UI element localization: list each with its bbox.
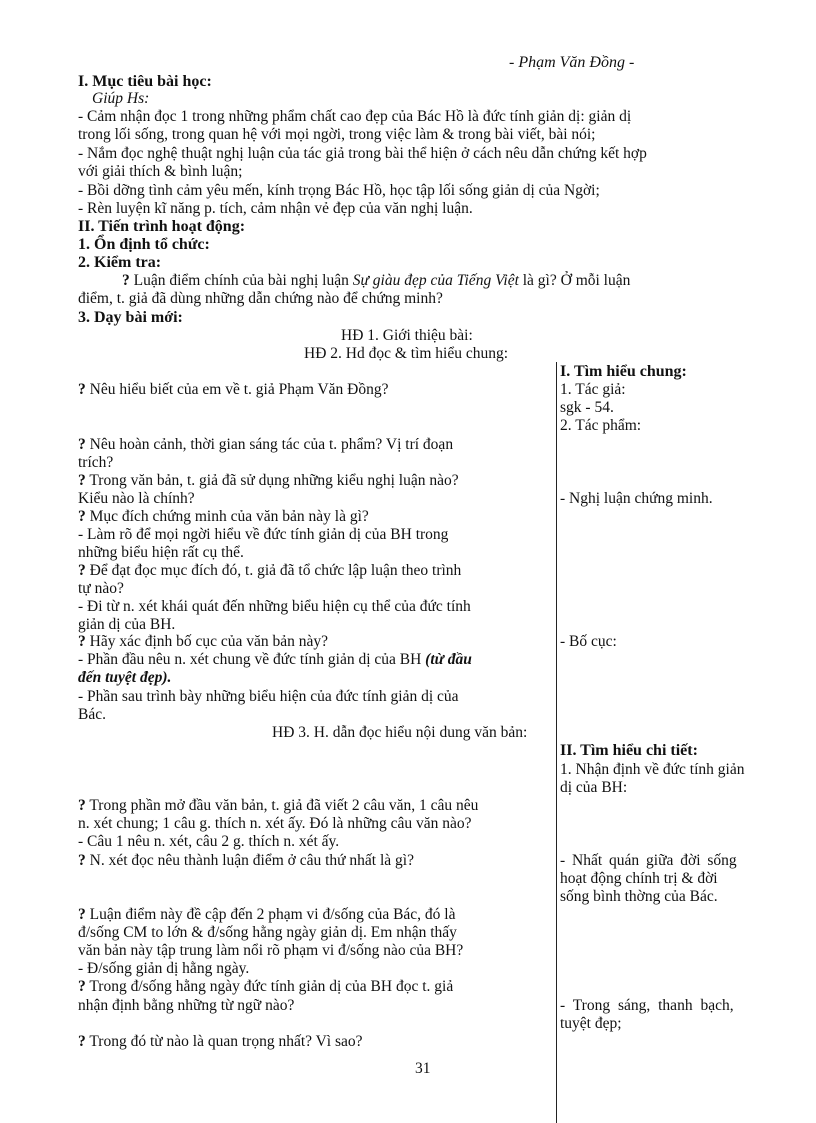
right-detail-1: dị của BH: [560, 779, 628, 796]
question-mark: ? [78, 381, 86, 398]
right-detail-2: - Nhất quán giữa đời sống [560, 852, 737, 869]
question-cont: Kiểu nào là chính? [78, 490, 195, 507]
right-detail-3: - Trong sáng, thanh bạch, [560, 997, 734, 1014]
right-detail-2: sống bình thờng của Bác. [560, 888, 718, 905]
step-3-heading: 3. Dạy bài mới: [78, 309, 183, 326]
objective-line: trong lối sống, trong quan hệ với mọi ngời, trong việc làm & trong bài viết, bài nói; [78, 126, 596, 143]
question: ? Hãy xác định bố cục của văn bản này? [78, 633, 329, 650]
question-mark: ? [78, 797, 86, 814]
question: ? Trong văn bản, t. giả đã sử dụng những kiểu nghị luận nào? [78, 472, 459, 489]
question-mark: ? [78, 633, 86, 650]
author-credit: - Phạm Văn Đồng - [509, 54, 635, 71]
answer: giản dị của BH. [78, 616, 176, 633]
objective-line: với giải thích & bình luận; [78, 163, 243, 180]
right-detail-1: 1. Nhận định về đức tính giản [560, 761, 745, 778]
question-mark: ? [78, 852, 86, 869]
question: ? Để đạt đọc mục đích đó, t. giả đã tổ chức lập luận theo trình [78, 562, 462, 579]
answer: - Phần sau trình bày những biểu hiện của đức tính giản dị của [78, 688, 459, 705]
right-argument-type: - Nghị luận chứng minh. [560, 490, 713, 507]
answer: - Đi từ n. xét khái quát đến những biểu hiện cụ thể của đức tính [78, 598, 471, 615]
hd2-heading: HĐ 2. Hd đọc & tìm hiểu chung: [304, 345, 509, 362]
hd3-heading: HĐ 3. H. dẫn đọc hiểu nội dung văn bản: [272, 724, 528, 741]
right-detail-3: tuyệt đẹp; [560, 1015, 622, 1032]
question-cont: trích? [78, 454, 114, 471]
question-mark: ? [78, 562, 86, 579]
right-work: 2. Tác phẩm: [560, 417, 642, 434]
right-sgk: sgk - 54. [560, 399, 614, 416]
section-2-heading: II. Tiến trình hoạt động: [78, 218, 246, 235]
answer: - Đ/sống giản dị hằng ngày. [78, 960, 250, 977]
question-mark: ? [78, 508, 86, 525]
objective-line: - Bồi dỡng tình cảm yêu mến, kính trọng Bác Hồ, học tập lối sống giản dị của Ngời; [78, 182, 600, 199]
question-mark: ? [78, 436, 86, 453]
page-number: 31 [415, 1060, 431, 1077]
answer: đến tuyệt đẹp). [78, 669, 172, 686]
column-divider [556, 362, 557, 1123]
question-mark: ? [78, 906, 86, 923]
question-mark: ? [78, 1033, 86, 1050]
question: ? Trong đ/sống hằng ngày đức tính giản dị của BH đọc t. giả [78, 978, 454, 995]
check-question-line-2: điểm, t. giả đã dùng những dẫn chứng nào để chứng minh? [78, 290, 443, 307]
answer: - Làm rõ để mọi ngời hiểu về đức tính giản dị của BH trong [78, 526, 449, 543]
section-1-heading: I. Mục tiêu bài học: [78, 73, 212, 90]
question-cont: nhận định bằng những từ ngữ nào? [78, 997, 295, 1014]
check-question-title: Sự giàu đẹp của Tiếng Việt [352, 272, 519, 289]
question: ? Trong phần mở đầu văn bản, t. giả đã viết 2 câu văn, 1 câu nêu [78, 797, 479, 814]
right-structure: - Bố cục: [560, 633, 617, 650]
question-mark: ? [122, 272, 134, 289]
question-cont: n. xét chung; 1 câu g. thích n. xét ấy. Đó là những câu văn nào? [78, 815, 472, 832]
question: ? Trong đó từ nào là quan trọng nhất? Vì sao? [78, 1033, 363, 1050]
answer: những biểu hiện rất cụ thể. [78, 544, 244, 561]
check-question-text-a: Luận điểm chính của bài nghị luận [133, 272, 353, 289]
right-heading-general: I. Tìm hiểu chung: [560, 363, 687, 380]
right-heading-detail: II. Tìm hiểu chi tiết: [560, 742, 698, 759]
question: ? Luận điểm này đề cập đến 2 phạm vi đ/sống của Bác, đó là [78, 906, 456, 923]
hd1-heading: HĐ 1. Giới thiệu bài: [341, 327, 473, 344]
question: ? Mục đích chứng minh của văn bản này là gì? [78, 508, 369, 525]
question-cont: văn bản này tập trung làm nổi rõ phạm vi đ/sống nào của BH? [78, 942, 464, 959]
objective-line: - Rèn luyện kĩ năng p. tích, cảm nhận vẻ đẹp của văn nghị luận. [78, 200, 473, 217]
answer: Bác. [78, 706, 106, 723]
question-mark: ? [78, 472, 86, 489]
answer: - Phần đầu nêu n. xét chung về đức tính giản dị của BH (từ đầu [78, 651, 472, 668]
question-cont: đ/sống CM to lớn & đ/sống hằng ngày giản dị. Em nhận thấy [78, 924, 457, 941]
section-1-intro: Giúp Hs: [92, 90, 150, 107]
answer: - Câu 1 nêu n. xét, câu 2 g. thích n. xét ấy. [78, 833, 340, 850]
question: ? N. xét đọc nêu thành luận điểm ở câu thứ nhất là gì? [78, 852, 414, 869]
check-question-text-b: là gì? Ở mỗi luận [518, 272, 631, 289]
check-question [122, 272, 630, 289]
question: ? Nêu hoàn cảnh, thời gian sáng tác của t. phẩm? Vị trí đoạn [78, 436, 454, 453]
right-author: 1. Tác giả: [560, 381, 626, 398]
step-1-heading: 1. Ổn định tổ chức: [78, 236, 210, 253]
objective-line: - Cảm nhận đọc 1 trong những phẩm chất cao đẹp của Bác Hồ là đức tính giản dị: giản dị [78, 108, 632, 125]
question-mark: ? [78, 978, 86, 995]
question-cont: tự nào? [78, 580, 124, 597]
step-2-heading: 2. Kiểm tra: [78, 254, 162, 271]
objective-line: - Nắm đọc nghệ thuật nghị luận của tác giả trong bài thể hiện ở cách nêu dẫn chứng kết hợp [78, 145, 647, 162]
right-detail-2: hoạt động chính trị & đời [560, 870, 718, 887]
question: ? Nêu hiểu biết của em về t. giả Phạm Văn Đồng? [78, 381, 389, 398]
